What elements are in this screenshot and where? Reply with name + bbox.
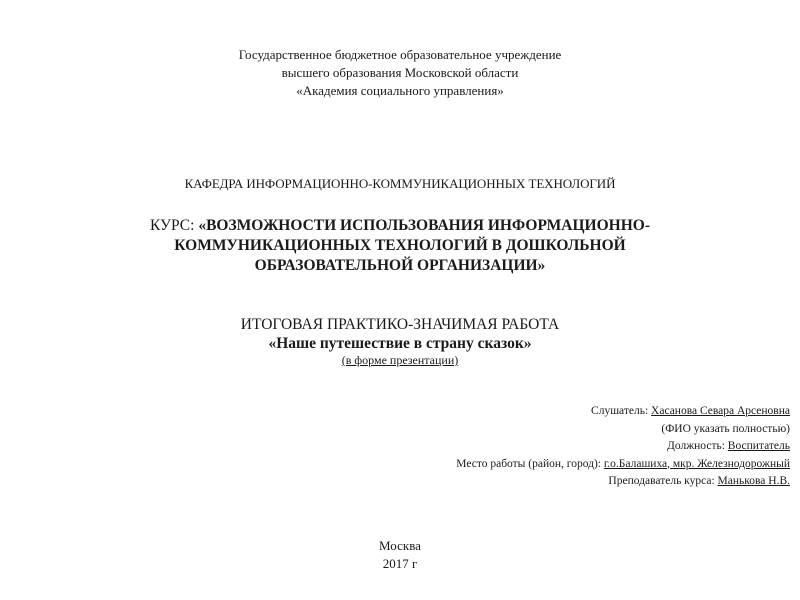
course-title-line-2: КОММУНИКАЦИОННЫХ ТЕХНОЛОГИЙ В ДОШКОЛЬНОЙ [174,237,626,254]
work-type: ИТОГОВАЯ ПРАКТИКО-ЗНАЧИМАЯ РАБОТА [240,316,560,333]
year: 2017 г [382,556,418,571]
position-row [456,438,790,456]
teacher-value: Манькова Н.В. [717,475,790,487]
author-info [456,403,790,491]
city-year-footer [0,537,800,573]
course-title-line-3: ОБРАЗОВАТЕЛЬНОЙ ОРГАНИЗАЦИИ» [254,257,546,274]
course-prefix: КУРС: [149,217,199,234]
work-block [0,315,800,367]
workplace-label: Место работы (район, город): [456,457,604,470]
listener-row [456,403,790,421]
course-title [0,216,800,276]
teacher-row [456,473,790,491]
workplace-value: г.о.Балашиха, мкр. Железнодорожный [603,457,790,470]
listener-value: Хасанова Севара Арсеновна [651,405,790,417]
department-name: КАФЕДРА ИНФОРМАЦИОННО-КОММУНИКАЦИОННЫХ ТЕХНОЛОГИЙ [184,176,616,191]
listener-label: Слушатель: [591,405,652,417]
fio-note: (ФИО указать полностью) [661,422,790,435]
position-value: Воспитатель [727,440,790,452]
position-label: Должность: [667,440,728,452]
work-form-note: (в форме презентации) [341,353,459,367]
workplace-row [456,456,790,474]
institution-header [0,46,800,100]
work-title: «Наше путешествие в страну сказок» [268,335,532,352]
teacher-label: Преподаватель курса: [608,475,718,487]
course-title-line-1: «ВОЗМОЖНОСТИ ИСПОЛЬЗОВАНИЯ ИНФОРМАЦИОННО- [198,217,650,234]
city: Москва [379,538,421,553]
institution-line-1: Государственное бюджетное образовательное учреждение [238,47,562,62]
institution-line-3: «Академия социального управления» [296,83,504,98]
institution-line-2: высшего образования Московской области [281,65,519,80]
